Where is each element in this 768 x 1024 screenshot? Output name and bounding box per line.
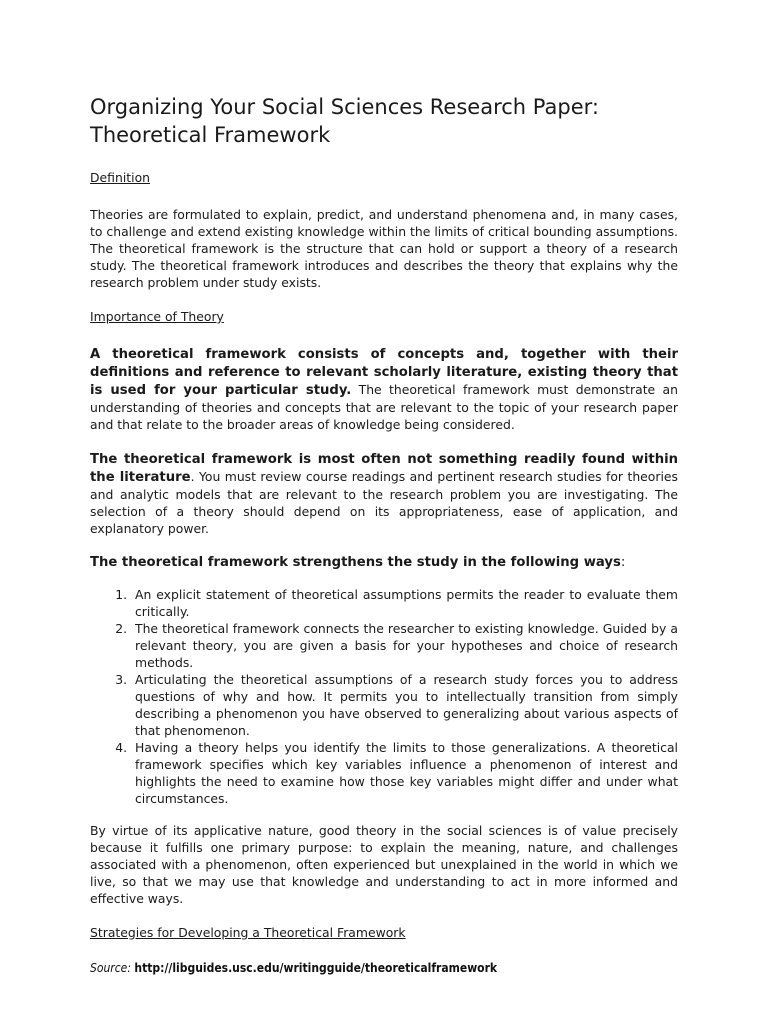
virtue-paragraph: By virtue of its applicative nature, good theory in the social sciences is of value precisely because it fulfills one primary purpose: to explain the meaning, nature, and challenges associated with a phenomenon, often experienced but unexplained in the world in which we live, so that we may use that knowledge and understanding to act in more informed and effective ways. <box>90 823 678 906</box>
list-item: 2. The theoretical framework connects the researcher to existing knowledge. Guided by a relevant theory, you are given a basis for your hypotheses and choice of research methods. <box>131 620 678 671</box>
list-item: 1. An explicit statement of theoretical assumptions permits the reader to evaluate them critically. <box>131 586 678 620</box>
literature-paragraph <box>90 450 678 537</box>
title-line-2: Theoretical Framework <box>90 123 331 147</box>
importance-bold-lead: A theoretical framework consists of concepts and, together with their definitions and reference to relevant scholarly literature, existing theory that is used for your particular study. <box>90 347 678 398</box>
page-title <box>90 93 678 149</box>
strengthens-heading <box>90 554 678 572</box>
title-line-1: Organizing Your Social Sciences Research Paper: <box>90 95 599 119</box>
literature-body: . You must review course readings and pertinent research studies for theories and analytic models that are relevant to the research problem you are investigating. The selection of a theory should depend on its appropriateness, ease of application, and explanatory power. <box>90 469 678 536</box>
list-item: 4. Having a theory helps you identify the limits to those generalizations. A theoretical framework specifies which key variables influence a phenomenon of interest and highlights the need to examine how those key variables might differ and under what circumstances. <box>131 739 678 807</box>
source-footer <box>90 960 497 976</box>
source-url-link[interactable]: http://libguides.usc.edu/writingguide/theoreticalframework <box>134 961 498 975</box>
list-item: 3. Articulating the theoretical assumptions of a research study forces you to address questions of why and how. It permits you to intellectually transition from simply describing a phenomenon you have observed to generalizing about various aspects of that phenomenon. <box>131 671 678 739</box>
definition-paragraph: Theories are formulated to explain, predict, and understand phenomena and, in many cases, to challenge and extend existing knowledge within the limits of critical bounding assumptions. The theoretical framework is the structure that can hold or support a theory of a research study. The theoretical framework introduces and describes the theory that explains why the research problem under study exists. <box>90 207 678 290</box>
definition-heading[interactable]: Definition <box>90 170 150 185</box>
strategies-heading[interactable]: Strategies for Developing a Theoretical Framework <box>90 925 406 940</box>
literature-bold-lead: The theoretical framework is most often not something readily found within the literature <box>90 452 678 485</box>
importance-body: The theoretical framework must demonstrate an understanding of theories and concepts that are relevant to the topic of your research paper and that relate to the broader areas of knowledge being considered. <box>90 382 679 432</box>
source-label: Source: <box>90 961 131 975</box>
strengthens-colon: : <box>620 555 626 570</box>
importance-paragraph <box>90 345 678 433</box>
strengthens-text: The theoretical framework strengthens the study in the following ways <box>90 555 621 570</box>
importance-heading[interactable]: Importance of Theory <box>90 309 224 324</box>
document-body <box>90 93 678 961</box>
ways-list <box>90 586 678 807</box>
